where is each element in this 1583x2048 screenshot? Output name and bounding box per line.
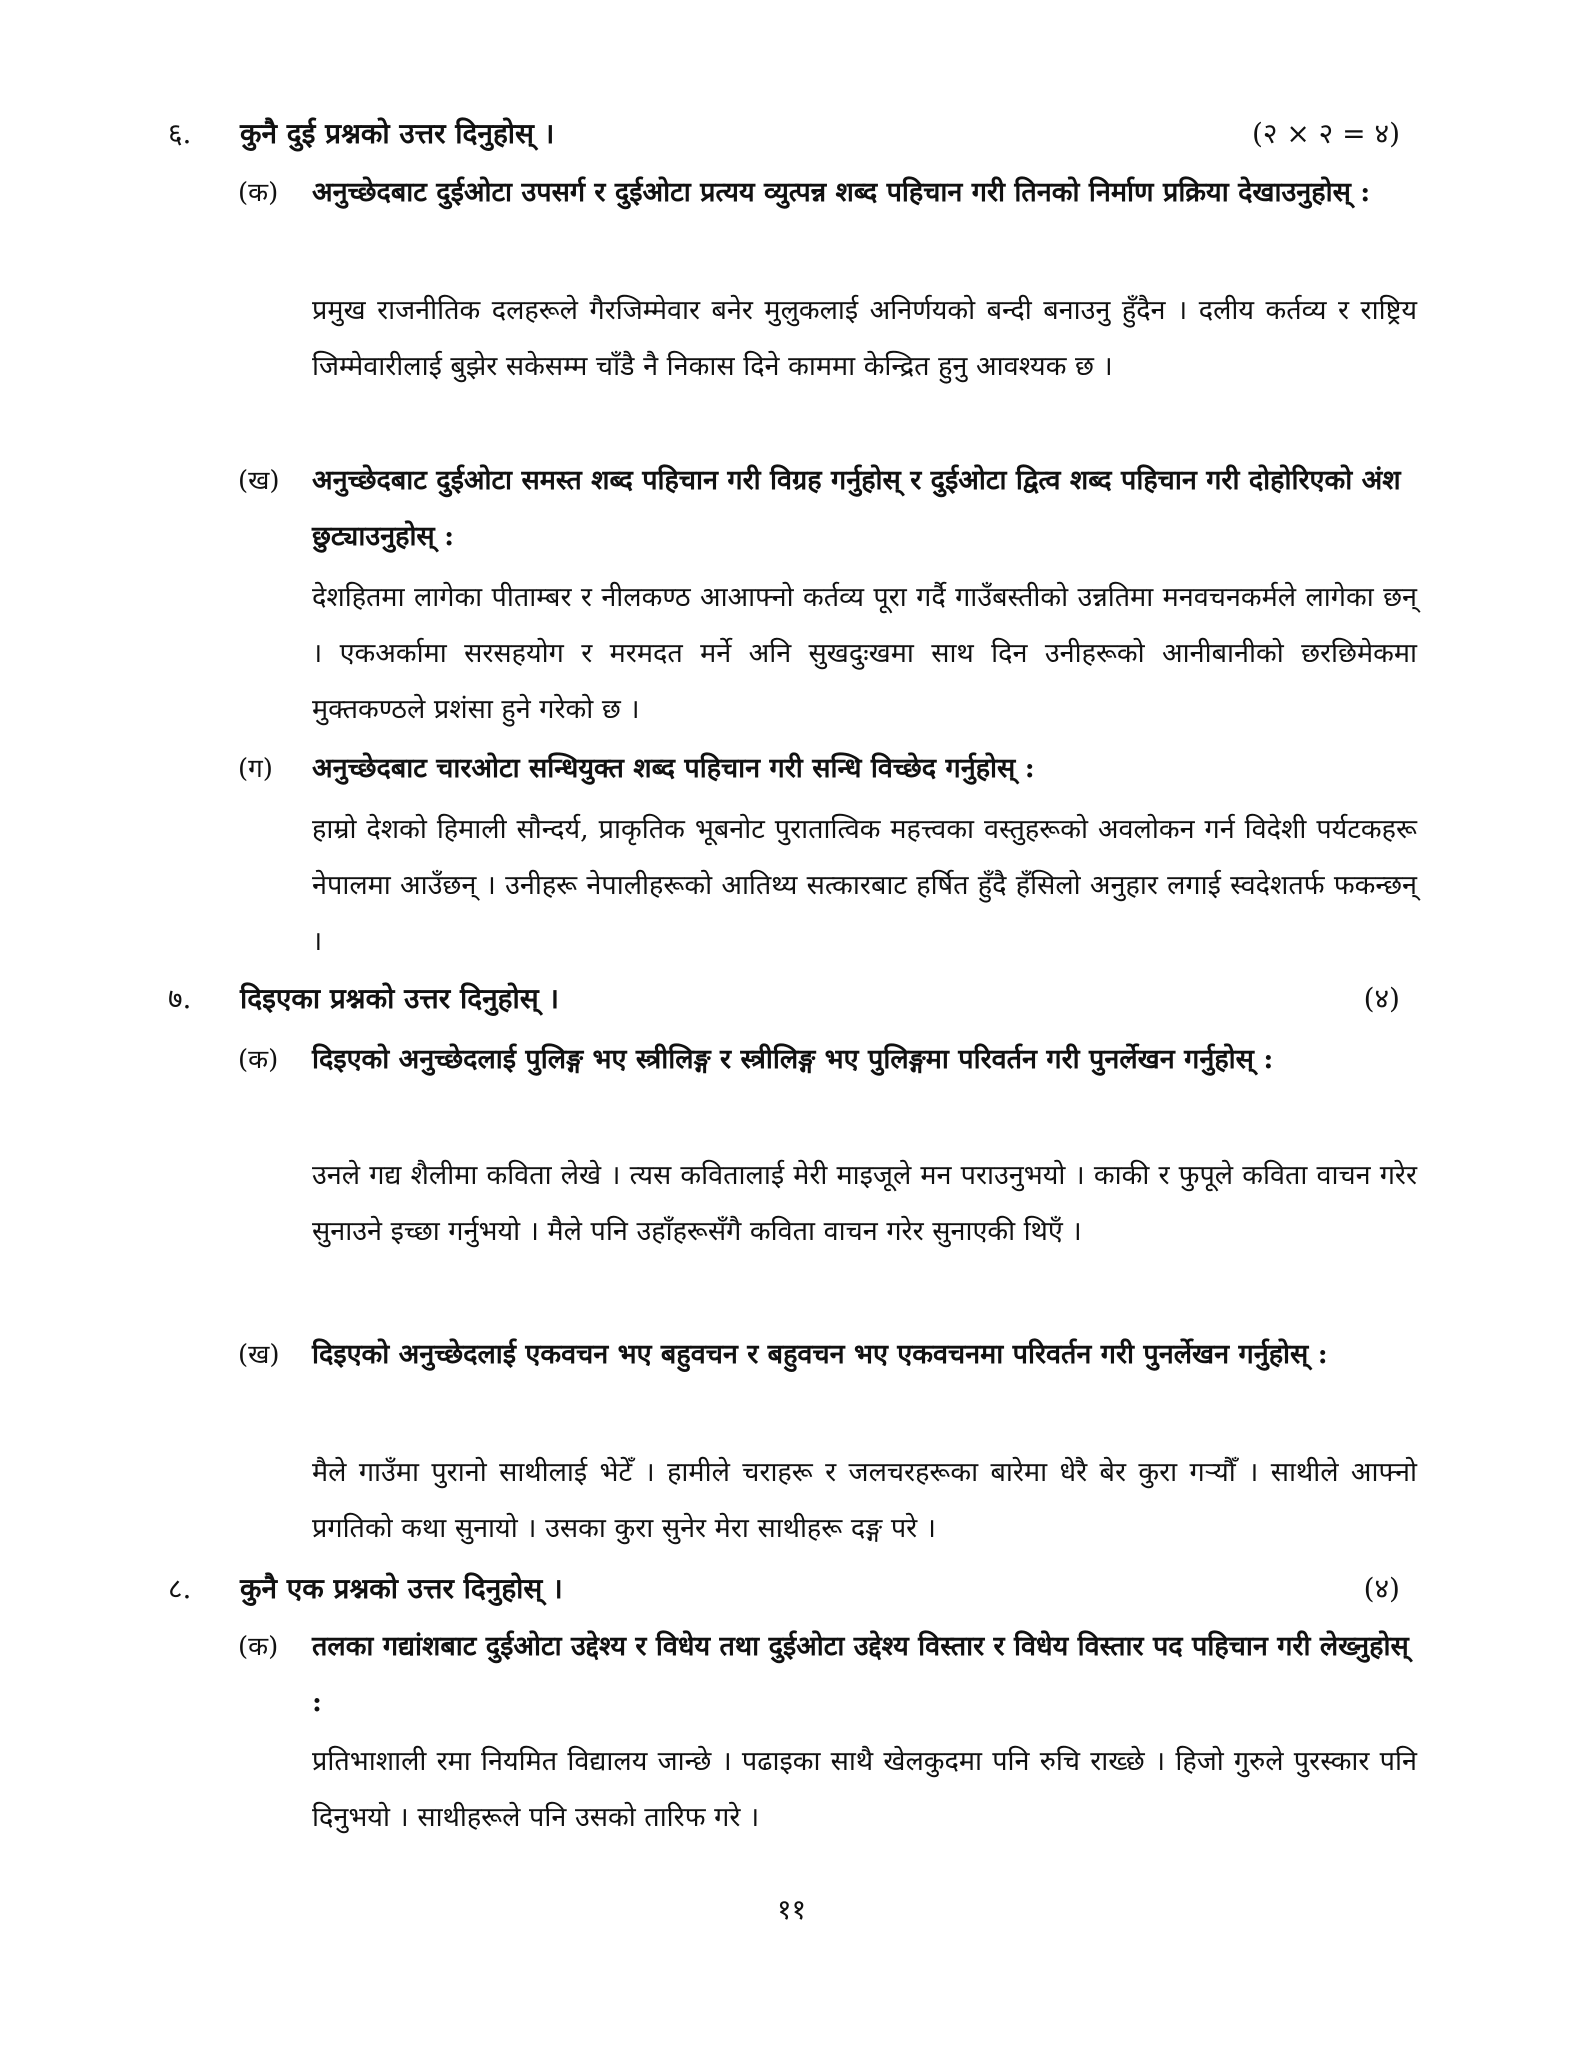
subquestion-instruction: तलका गद्यांशबाट दुईओटा उद्देश्य र विधेय तथा दुईओटा उद्देश्य विस्तार र विधेय विस्तार पद पहिचान गरी लेख्नुहोस् : [312,1631,1409,1718]
subquestion-instruction: अनुच्छेदबाट दुईओटा उपसर्ग र दुईओटा प्रत्यय व्युत्पन्न शब्द पहिचान गरी तिनको निर्माण प्रक्रिया देखाउनुहोस् : [312,177,1371,208]
question-number: ८. [168,1572,192,1605]
subquestion-label: (ख) [238,1340,280,1370]
subquestion-instruction: दिइएको अनुच्छेदलाई एकवचन भए बहुवचन र बहुवचन भए एकवचनमा परिवर्तन गरी पुनर्लेखन गर्नुहोस् : [312,1339,1328,1370]
subquestion-label: (क) [238,1045,279,1075]
passage-text: प्रतिभाशाली रमा नियमित विद्यालय जान्छे । पढाइका साथै खेलकुदमा पनि रुचि राख्छे । हिजो गुरुले पुरस्कार पनि दिनुभयो । साथीहरूले पनि उसको तारिफ गरे । [312,1746,1417,1833]
question-6-header [160,110,1400,158]
subquestion-instruction: दिइएको अनुच्छेदलाई पुलिङ्ग भए स्त्रीलिङ्ग र स्त्रीलिङ्ग भए पुलिङ्गमा परिवर्तन गरी पुनर्लेखन गर्नुहोस् : [312,1044,1274,1075]
question-8-header [160,1565,1400,1613]
question-number: ७. [168,982,192,1015]
passage-text: मैले गाउँमा पुरानो साथीलाई भेटेँ । हामीले चराहरू र जलचरहरूका बारेमा धेरै बेर कुरा गर्‍यौँ । साथीले आफ्नो प्रगतिको कथा सुनायो । उसका कुरा सुनेर मेरा साथीहरू दङ्ग परे । [312,1457,1417,1544]
question-marks: (४) [1363,1572,1400,1605]
question-marks: (४) [1363,982,1400,1015]
question-number: ६. [168,117,192,150]
passage-text: हाम्रो देशको हिमाली सौन्दर्य, प्राकृतिक भूबनोट पुरातात्विक महत्त्वका वस्तुहरूको अवलोकन गर्न विदेशी पर्यटकहरू नेपालमा आउँछन् । उनीहरू नेपालीहरूको आतिथ्य सत्कारबाट हर्षित हुँदै हँसिलो अनुहार लगाई स्वदेशतर्फ फकन्छन् । [312,814,1417,957]
subquestion-label: (ग) [238,754,273,784]
question-marks: (२ × २ = ४) [1251,117,1400,150]
subquestion-label: (क) [238,1632,279,1662]
passage-text: उनले गद्य शैलीमा कविता लेखे । त्यस कवितालाई मेरी माइजूले मन पराउनुभयो । काकी र फुपूले कविता वाचन गरेर सुनाउने इच्छा गर्नुभयो । मैले पनि उहाँहरूसँगै कविता वाचन गरेर सुनाएकी थिएँ । [312,1160,1417,1247]
subquestion-instruction: अनुच्छेदबाट चारओटा सन्धियुक्त शब्द पहिचान गरी सन्धि विच्छेद गर्नुहोस् : [312,753,1035,784]
question-instruction: कुनै दुई प्रश्नको उत्तर दिनुहोस् । [240,117,555,150]
subquestion-label: (क) [238,178,279,208]
question-instruction: दिइएका प्रश्नको उत्तर दिनुहोस् । [240,982,560,1015]
passage-text: देशहितमा लागेका पीताम्बर र नीलकण्ठ आआफ्नो कर्तव्य पूरा गर्दै गाउँबस्तीको उन्नतिमा मनवचनकर्मले लागेका छन् । एकअर्कामा सरसहयोग र मरमदत मर्ने अनि सुखदुःखमा साथ दिन उनीहरूको आनीबानीको छरछिमेकमा मुक्तकण्ठले प्रशंसा हुने गरेको छ । [312,582,1417,725]
subquestion-label: (ख) [238,466,280,496]
passage-text: प्रमुख राजनीतिक दलहरूले गैरजिम्मेवार बनेर मुलुकलाई अनिर्णयको बन्दी बनाउनु हुँदैन । दलीय कर्तव्य र राष्ट्रिय जिम्मेवारीलाई बुझेर सकेसम्म चाँडै नै निकास दिने काममा केन्द्रित हुनु आवश्यक छ । [312,295,1417,382]
page-number: ११ [776,1893,807,1926]
question-instruction: कुनै एक प्रश्नको उत्तर दिनुहोस् । [240,1572,563,1605]
subquestion-instruction: अनुच्छेदबाट दुईओटा समस्त शब्द पहिचान गरी विग्रह गर्नुहोस् र दुईओटा द्वित्व शब्द पहिचान गरी दोहोरिएको अंश छुट्याउनुहोस् : [312,465,1401,552]
question-7-header [160,975,1400,1023]
